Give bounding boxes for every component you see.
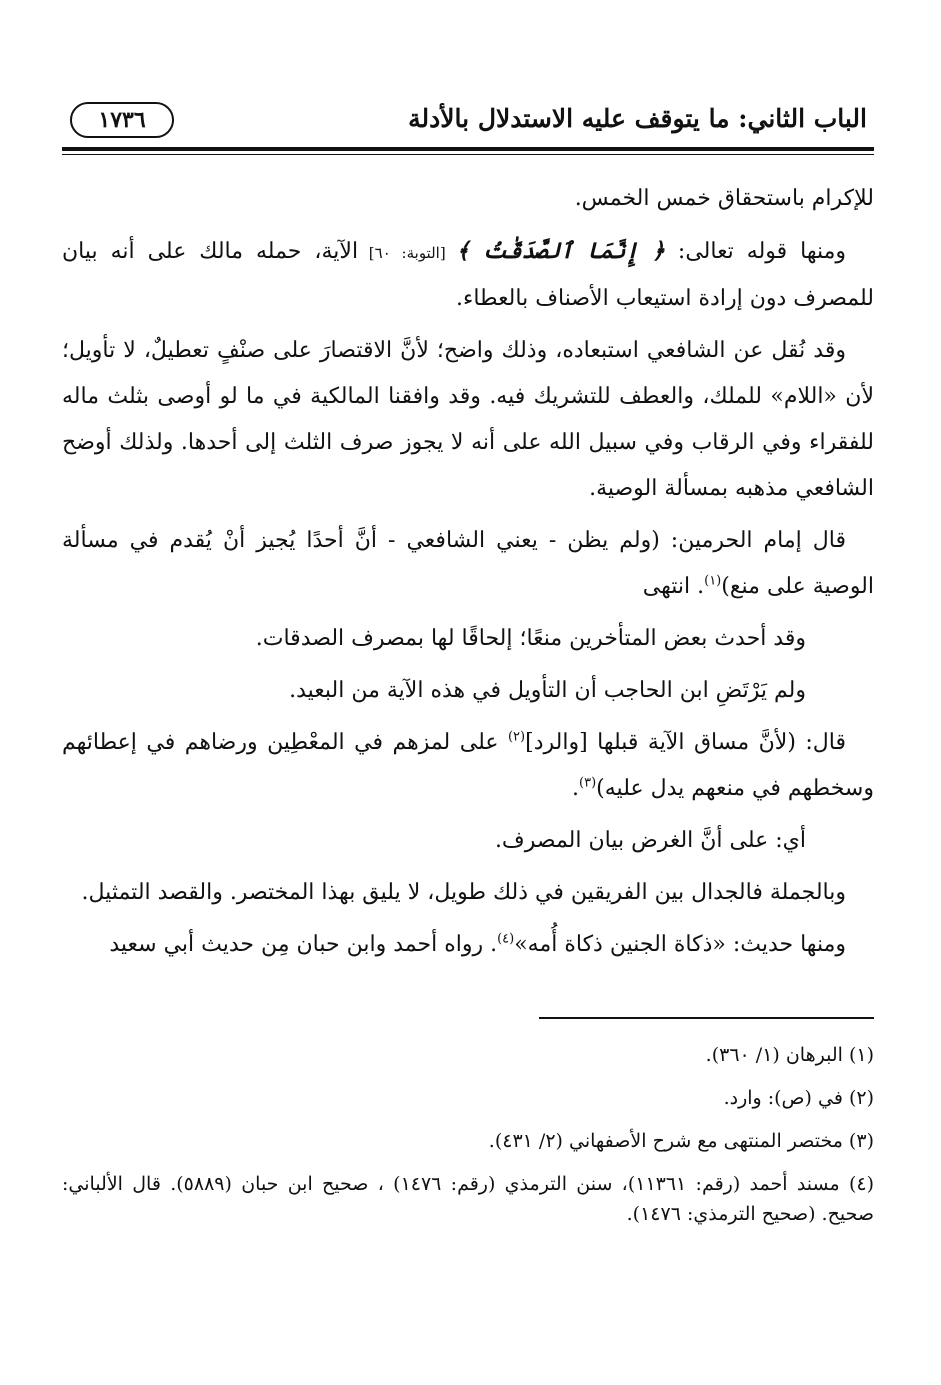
header-rule-thin <box>62 154 874 155</box>
paragraph-7-middle: على لمزهم في المعْطِين ورضاهم في إعطائهم وسخطهم في منعهم يدل عليه) <box>62 730 874 801</box>
footnote-3: (٣) مختصر المنتهى مع شرح الأصفهاني (٢/ ٤٣١). <box>488 1130 874 1152</box>
footnote-4: (٤) مسند أحمد (رقم: ١١٣٦١)، سنن الترمذي (رقم: ١٤٧٦) ، صحيح ابن حبان (٥٨٨٩). قال الألباني: صحيح. (صحيح الترمذي: ١٤٧٦). <box>62 1173 875 1225</box>
main-text <box>62 176 874 974</box>
paragraph-8: أي: على أنَّ الغرض بيان المصرف. <box>494 828 806 853</box>
running-title: الباب الثاني: ما يتوقف عليه الاستدلال بالأدلة <box>408 104 867 133</box>
paragraph-7 <box>62 720 874 812</box>
paragraph-10-end: . رواه أحمد وابن حبان مِن حديث أبي سعيد <box>109 932 498 957</box>
footnote-1: (١) البرهان (١/ ٣٦٠). <box>705 1044 874 1066</box>
footnotes <box>62 1040 874 1242</box>
surah-reference: [التوبة: ٦٠] <box>358 244 457 262</box>
paragraph-4 <box>62 518 874 610</box>
header-rule-thick <box>62 147 874 151</box>
footnote-ref-3: (٣) <box>579 775 597 791</box>
footnote-ref-2: (٢) <box>507 729 526 745</box>
footnote-ref-4: (٤) <box>497 931 515 947</box>
paragraph-7-end: . <box>572 776 580 801</box>
paragraph-9: وبالجملة فالجدال بين الفريقين في ذلك طويل، لا يليق بهذا المختصر. والقصد التمثيل. <box>81 880 846 905</box>
footnote-2: (٢) في (ص): وارد. <box>723 1087 874 1109</box>
paragraph-5: وقد أحدث بعض المتأخرين منعًا؛ إلحاقًا لها بمصرف الصدقات. <box>255 626 806 651</box>
paragraph-1: للإكرام باستحقاق خمس الخمس. <box>574 186 874 211</box>
footnote-ref-1: (١) <box>704 573 722 589</box>
paragraph-10-text: ومنها حديث: «ذكاة الجنين ذكاة أُمه» <box>514 932 846 957</box>
paragraph-10 <box>62 922 874 968</box>
quran-quote: ﴿ إِنَّمَا ٱلصَّدَقَٰتُ ﴾ <box>456 238 665 264</box>
paragraph-6: ولم يَرْتَضِ ابن الحاجب أن التأويل في هذه الآية من البعيد. <box>289 678 806 703</box>
footnote-separator <box>539 1017 874 1019</box>
paragraph-2-rest: الآية، حمله مالك على أنه بيان للمصرف دون إرادة استيعاب الأصناف بالعطاء. <box>62 239 874 311</box>
paragraph-2 <box>62 228 874 322</box>
paragraph-2-lead: ومنها قوله تعالى: <box>664 239 847 264</box>
paragraph-7-text: قال: (لأنَّ مساق الآية قبلها [والرد] <box>525 730 846 755</box>
paragraph-4-text: قال إمام الحرمين: (ولم يظن - يعني الشافعي - أنَّ أحدًا يُجيز أنْ يُقدم في مسألة الوصية على منع) <box>62 528 874 599</box>
paragraph-3: وقد نُقل عن الشافعي استبعاده، وذلك واضح؛ لأنَّ الاقتصارَ على صنْفٍ تعطيلٌ، لا تأويل؛ لأن «اللام» للملك، والعطف للتشريك فيه. وقد وافقنا المالكية في ما لو أوصى بثلث ماله للفقراء وفي الرقاب وفي سبيل الله على أنه لا يجوز صرف الثلث إلى أحدها. ولذلك أوضح الشافعي مذهبه بمسألة الوصية. <box>62 338 874 501</box>
paragraph-4-end: . انتهى <box>642 574 705 599</box>
page-header <box>60 96 875 148</box>
page-number: ١٧٣٦ <box>70 102 174 138</box>
